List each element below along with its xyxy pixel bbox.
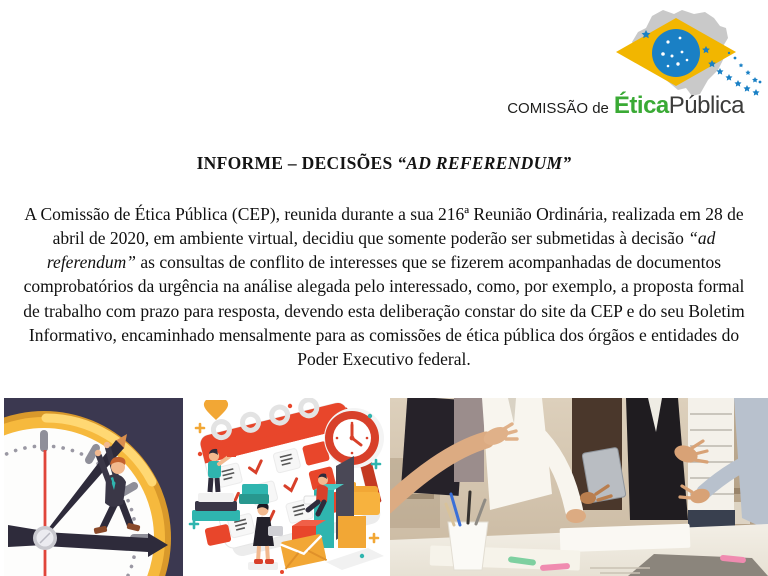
paragraph-ad-referendum: “ad referendum” <box>46 227 716 273</box>
flag-globe <box>652 29 700 77</box>
logo-word-etica: Ética <box>613 92 669 119</box>
title-main: INFORME – DECISÕES <box>196 152 398 173</box>
clock-illustration <box>4 398 183 576</box>
paragraph-part-2: as consultas de conflito de interesses que se fizerem acompanhadas de documentos comprobatórios da urgência na análise alegada pelo interessado, como, por exemplo, a proposta formal de trabalho com prazo para resposta, devendo esta deliberação constar do site da CEP e do seu Boletim Informativo, encaminhado mensalmente para as comissões de ética pública dos órgãos e entidades do Poder Executivo federal. <box>23 252 745 370</box>
informe-paragraph <box>20 202 748 372</box>
cep-logo <box>500 0 768 124</box>
title-ad-referendum: “AD REFERENDUM” <box>397 152 572 173</box>
page-title <box>0 153 768 174</box>
logo-prefix: COMISSÃO de <box>507 100 609 117</box>
calendar-illustration <box>186 398 384 576</box>
logo-word-publica: Pública <box>668 92 744 119</box>
brazil-map-flag-icon <box>608 4 764 100</box>
meeting-photo <box>390 398 768 576</box>
logo-wordmark <box>507 92 744 120</box>
paragraph-part-1: A Comissão de Ética Pública (CEP), reunida durante a sua 216ª Reunião Ordinária, realizada em 28 de abril de 2020, em ambiente virtual, decidiu que somente poderão ser submetidas à decisão <box>24 203 744 248</box>
